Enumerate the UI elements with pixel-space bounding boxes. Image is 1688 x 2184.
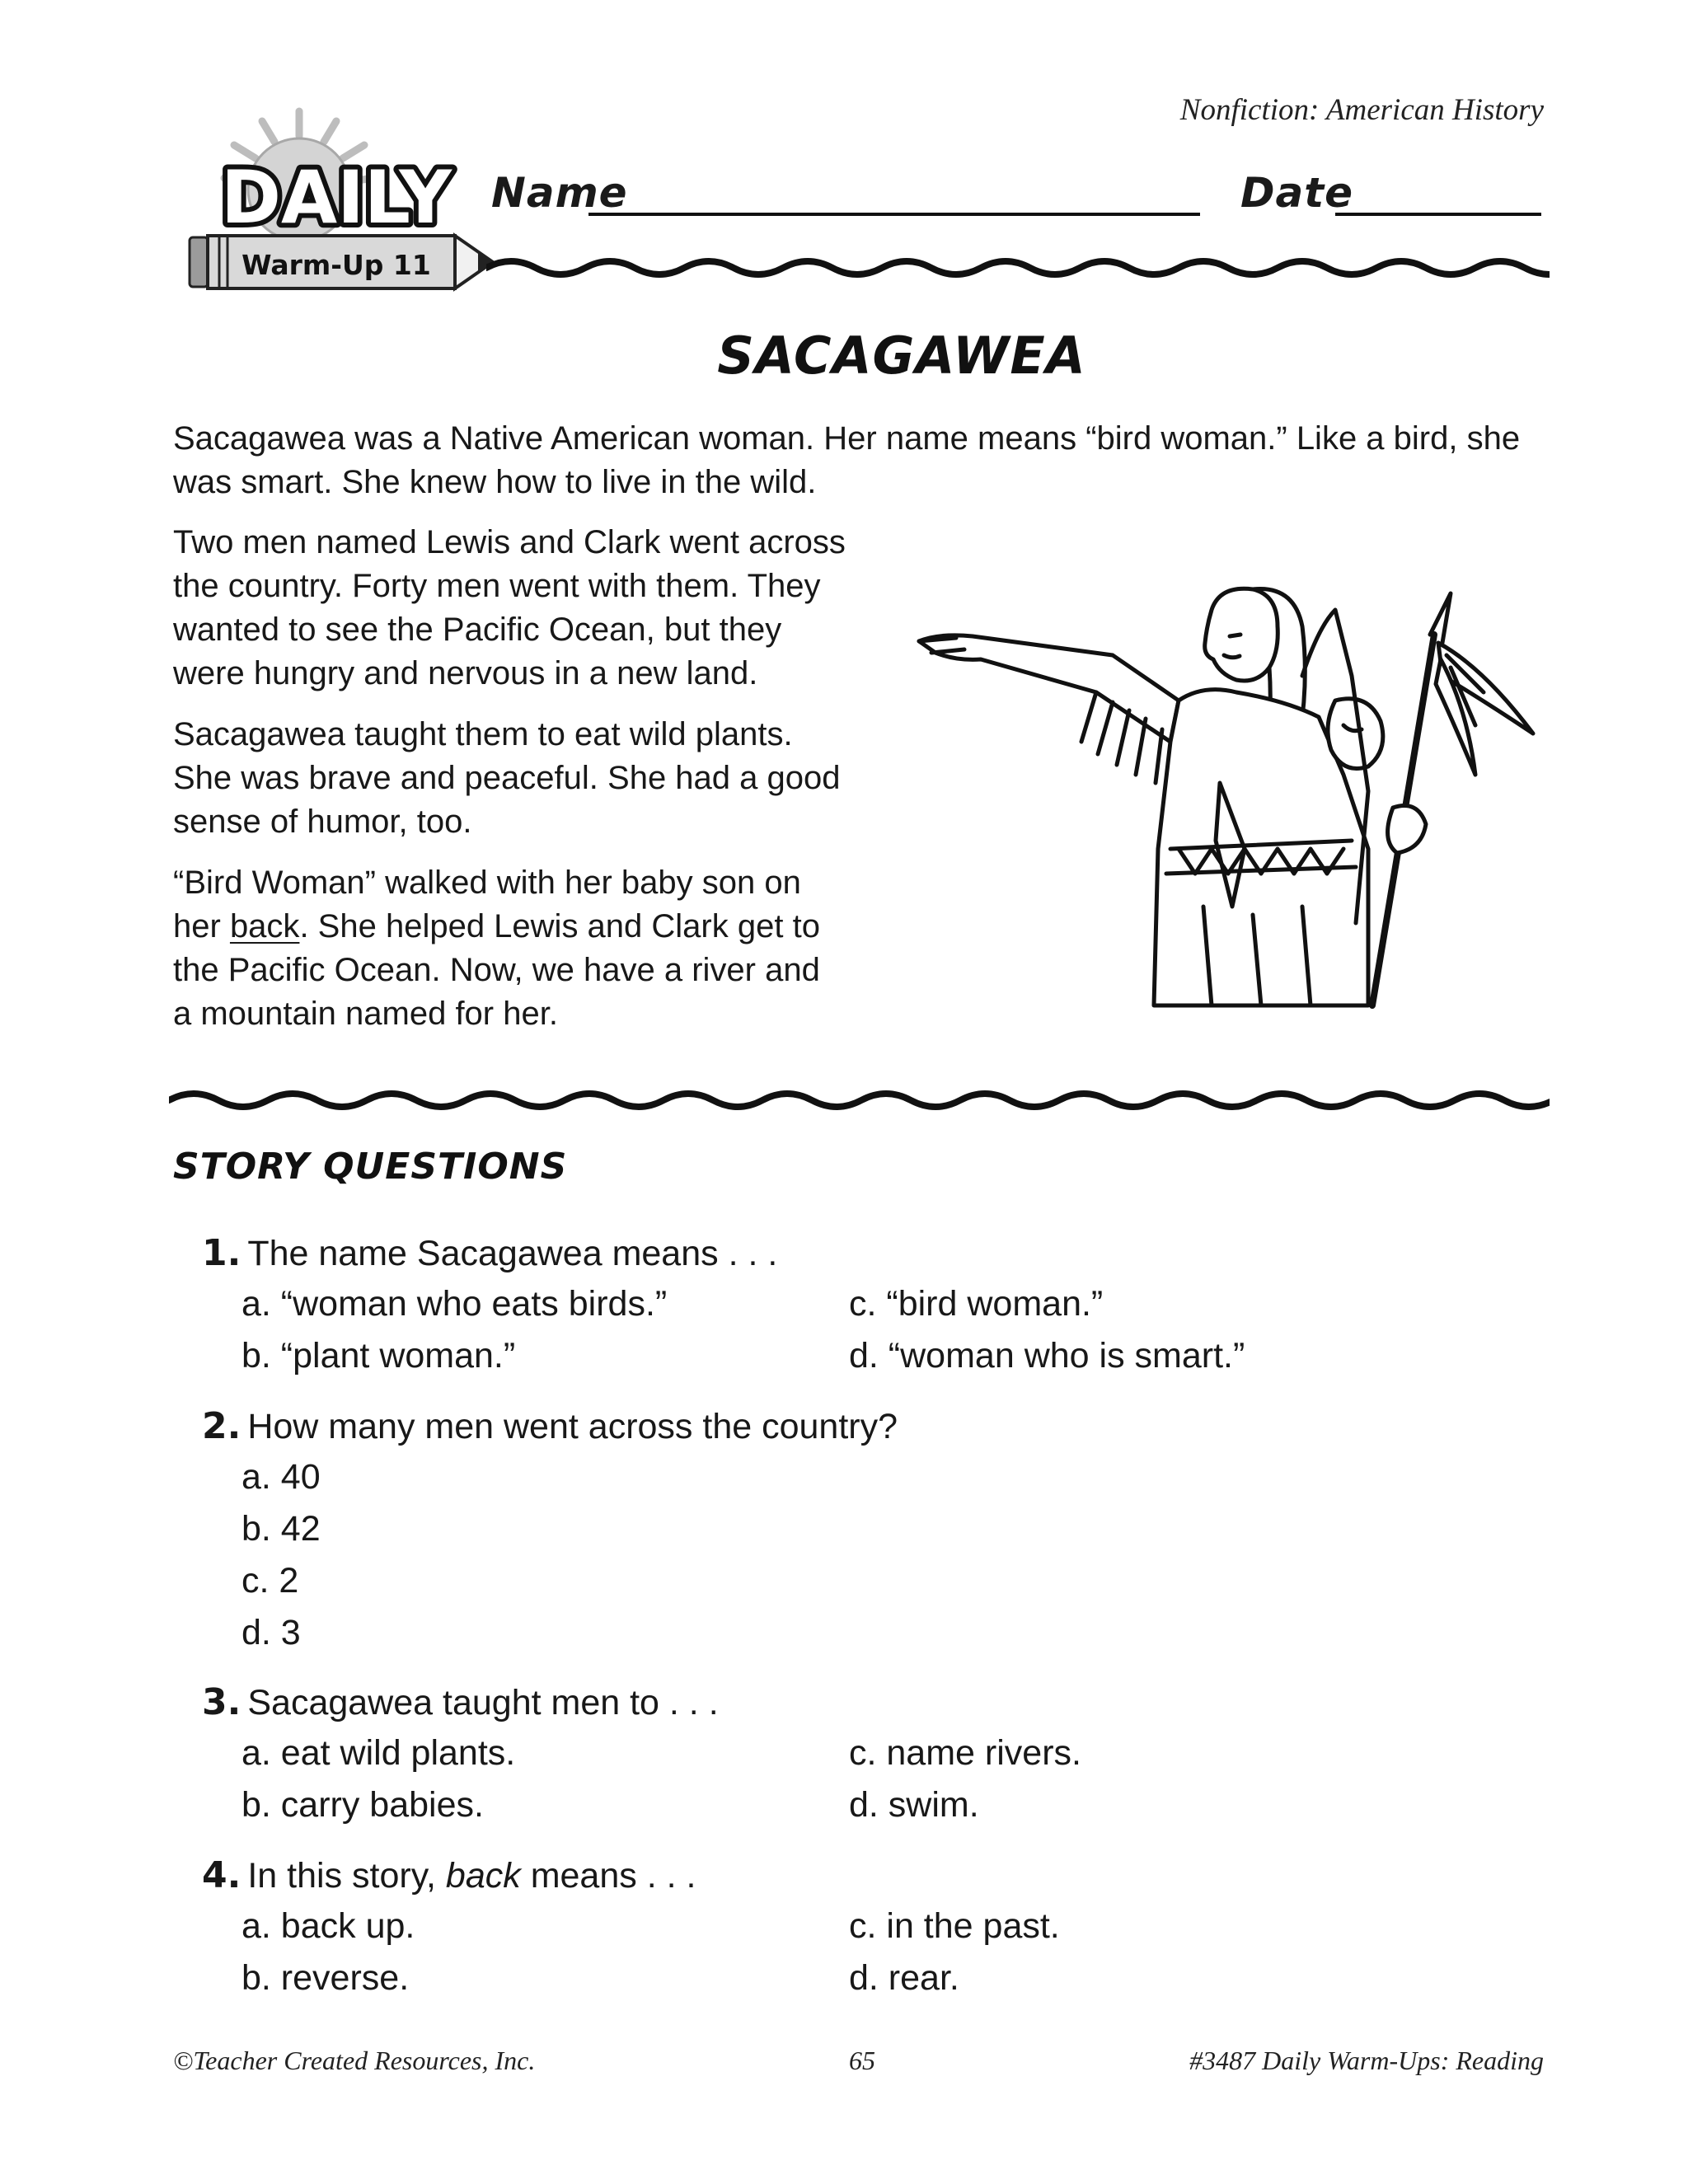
paragraph-bird-woman xyxy=(173,861,915,1036)
question-1 xyxy=(202,1232,777,1274)
option-3d[interactable]: d. swim. xyxy=(849,1785,979,1825)
question-number: 1. xyxy=(202,1232,241,1274)
question-4 xyxy=(202,1854,696,1896)
underlined-word: back xyxy=(229,908,300,944)
option-2c[interactable]: c. 2 xyxy=(241,1561,299,1601)
footer-publisher: ©Teacher Created Resources, Inc. xyxy=(173,2046,536,2075)
wavy-divider-middle xyxy=(169,1076,1550,1125)
daily-warmup-logo xyxy=(180,107,501,305)
date-field[interactable] xyxy=(1335,213,1541,216)
paragraph-text: Sacagawea was a Native American woman. Her name means “bird woman.” Like a bird, she was smart. She knew how to live in the wild. xyxy=(173,420,1521,500)
paragraph-intro xyxy=(173,417,1550,504)
option-3c[interactable]: c. name rivers. xyxy=(849,1733,1081,1773)
logo-word: DAILY xyxy=(221,155,452,240)
text-line: the Pacific Ocean. Now, we have a river and xyxy=(173,952,820,988)
option-4b[interactable]: b. reverse. xyxy=(241,1958,410,1998)
question-number: 2. xyxy=(202,1405,241,1447)
option-4a[interactable]: a. back up. xyxy=(241,1906,415,1946)
text-line: were hungry and nervous in a new land. xyxy=(173,655,758,691)
question-3 xyxy=(202,1681,719,1723)
text-line: “Bird Woman” walked with her baby son on xyxy=(173,865,801,901)
paragraph-wild-plants xyxy=(173,713,915,844)
option-2a[interactable]: a. 40 xyxy=(241,1457,321,1497)
question-number: 4. xyxy=(202,1854,241,1896)
text-line: the country. Forty men went with them. They xyxy=(173,568,821,604)
category-label: Nonfiction: American History xyxy=(1179,93,1544,127)
option-1b[interactable]: b. “plant woman.” xyxy=(241,1336,516,1376)
wavy-divider-top xyxy=(486,243,1550,293)
option-1c[interactable]: c. “bird woman.” xyxy=(849,1284,1104,1324)
text-line: a mountain named for her. xyxy=(173,996,558,1032)
question-text: In this story, xyxy=(247,1856,446,1896)
text-fragment: . She helped Lewis and Clark get to xyxy=(299,908,820,944)
option-3b[interactable]: b. carry babies. xyxy=(241,1785,484,1825)
question-text: The name Sacagawea means . . . xyxy=(247,1234,778,1273)
text-line: Two men named Lewis and Clark went across xyxy=(173,524,846,560)
name-label: Name xyxy=(491,169,628,217)
option-2d[interactable]: d. 3 xyxy=(241,1613,301,1652)
question-2 xyxy=(202,1405,898,1447)
option-2b[interactable]: b. 42 xyxy=(241,1509,321,1549)
name-field[interactable] xyxy=(588,213,1200,216)
text-line: Sacagawea taught them to eat wild plants. xyxy=(173,716,793,752)
text-line: She was brave and peaceful. She had a good xyxy=(173,760,841,796)
sacagawea-illustration xyxy=(907,577,1550,1022)
footer-book-title: #3487 Daily Warm-Ups: Reading xyxy=(1189,2046,1544,2075)
option-1d[interactable]: d. “woman who is smart.” xyxy=(849,1336,1245,1376)
question-text: Sacagawea taught men to . . . xyxy=(247,1683,719,1722)
text-line: wanted to see the Pacific Ocean, but they xyxy=(173,612,782,648)
question-number: 3. xyxy=(202,1681,241,1723)
warmup-number: Warm-Up 11 xyxy=(241,249,431,281)
option-1a[interactable]: a. “woman who eats birds.” xyxy=(241,1284,668,1324)
story-title: SACAGAWEA xyxy=(717,326,1086,386)
question-text: How many men went across the country? xyxy=(247,1407,898,1446)
date-label: Date xyxy=(1240,169,1354,217)
text-line xyxy=(173,905,915,949)
question-text: means . . . xyxy=(520,1856,696,1896)
text-fragment: her xyxy=(173,908,230,944)
option-4d[interactable]: d. rear. xyxy=(849,1958,959,1998)
text-line: sense of humor, too. xyxy=(173,804,472,840)
option-4c[interactable]: c. in the past. xyxy=(849,1906,1060,1946)
italic-word: back xyxy=(445,1856,521,1896)
paragraph-lewis-clark xyxy=(173,521,915,696)
option-3a[interactable]: a. eat wild plants. xyxy=(241,1733,516,1773)
questions-heading: STORY QUESTIONS xyxy=(173,1146,568,1188)
page-number: 65 xyxy=(849,2046,875,2075)
